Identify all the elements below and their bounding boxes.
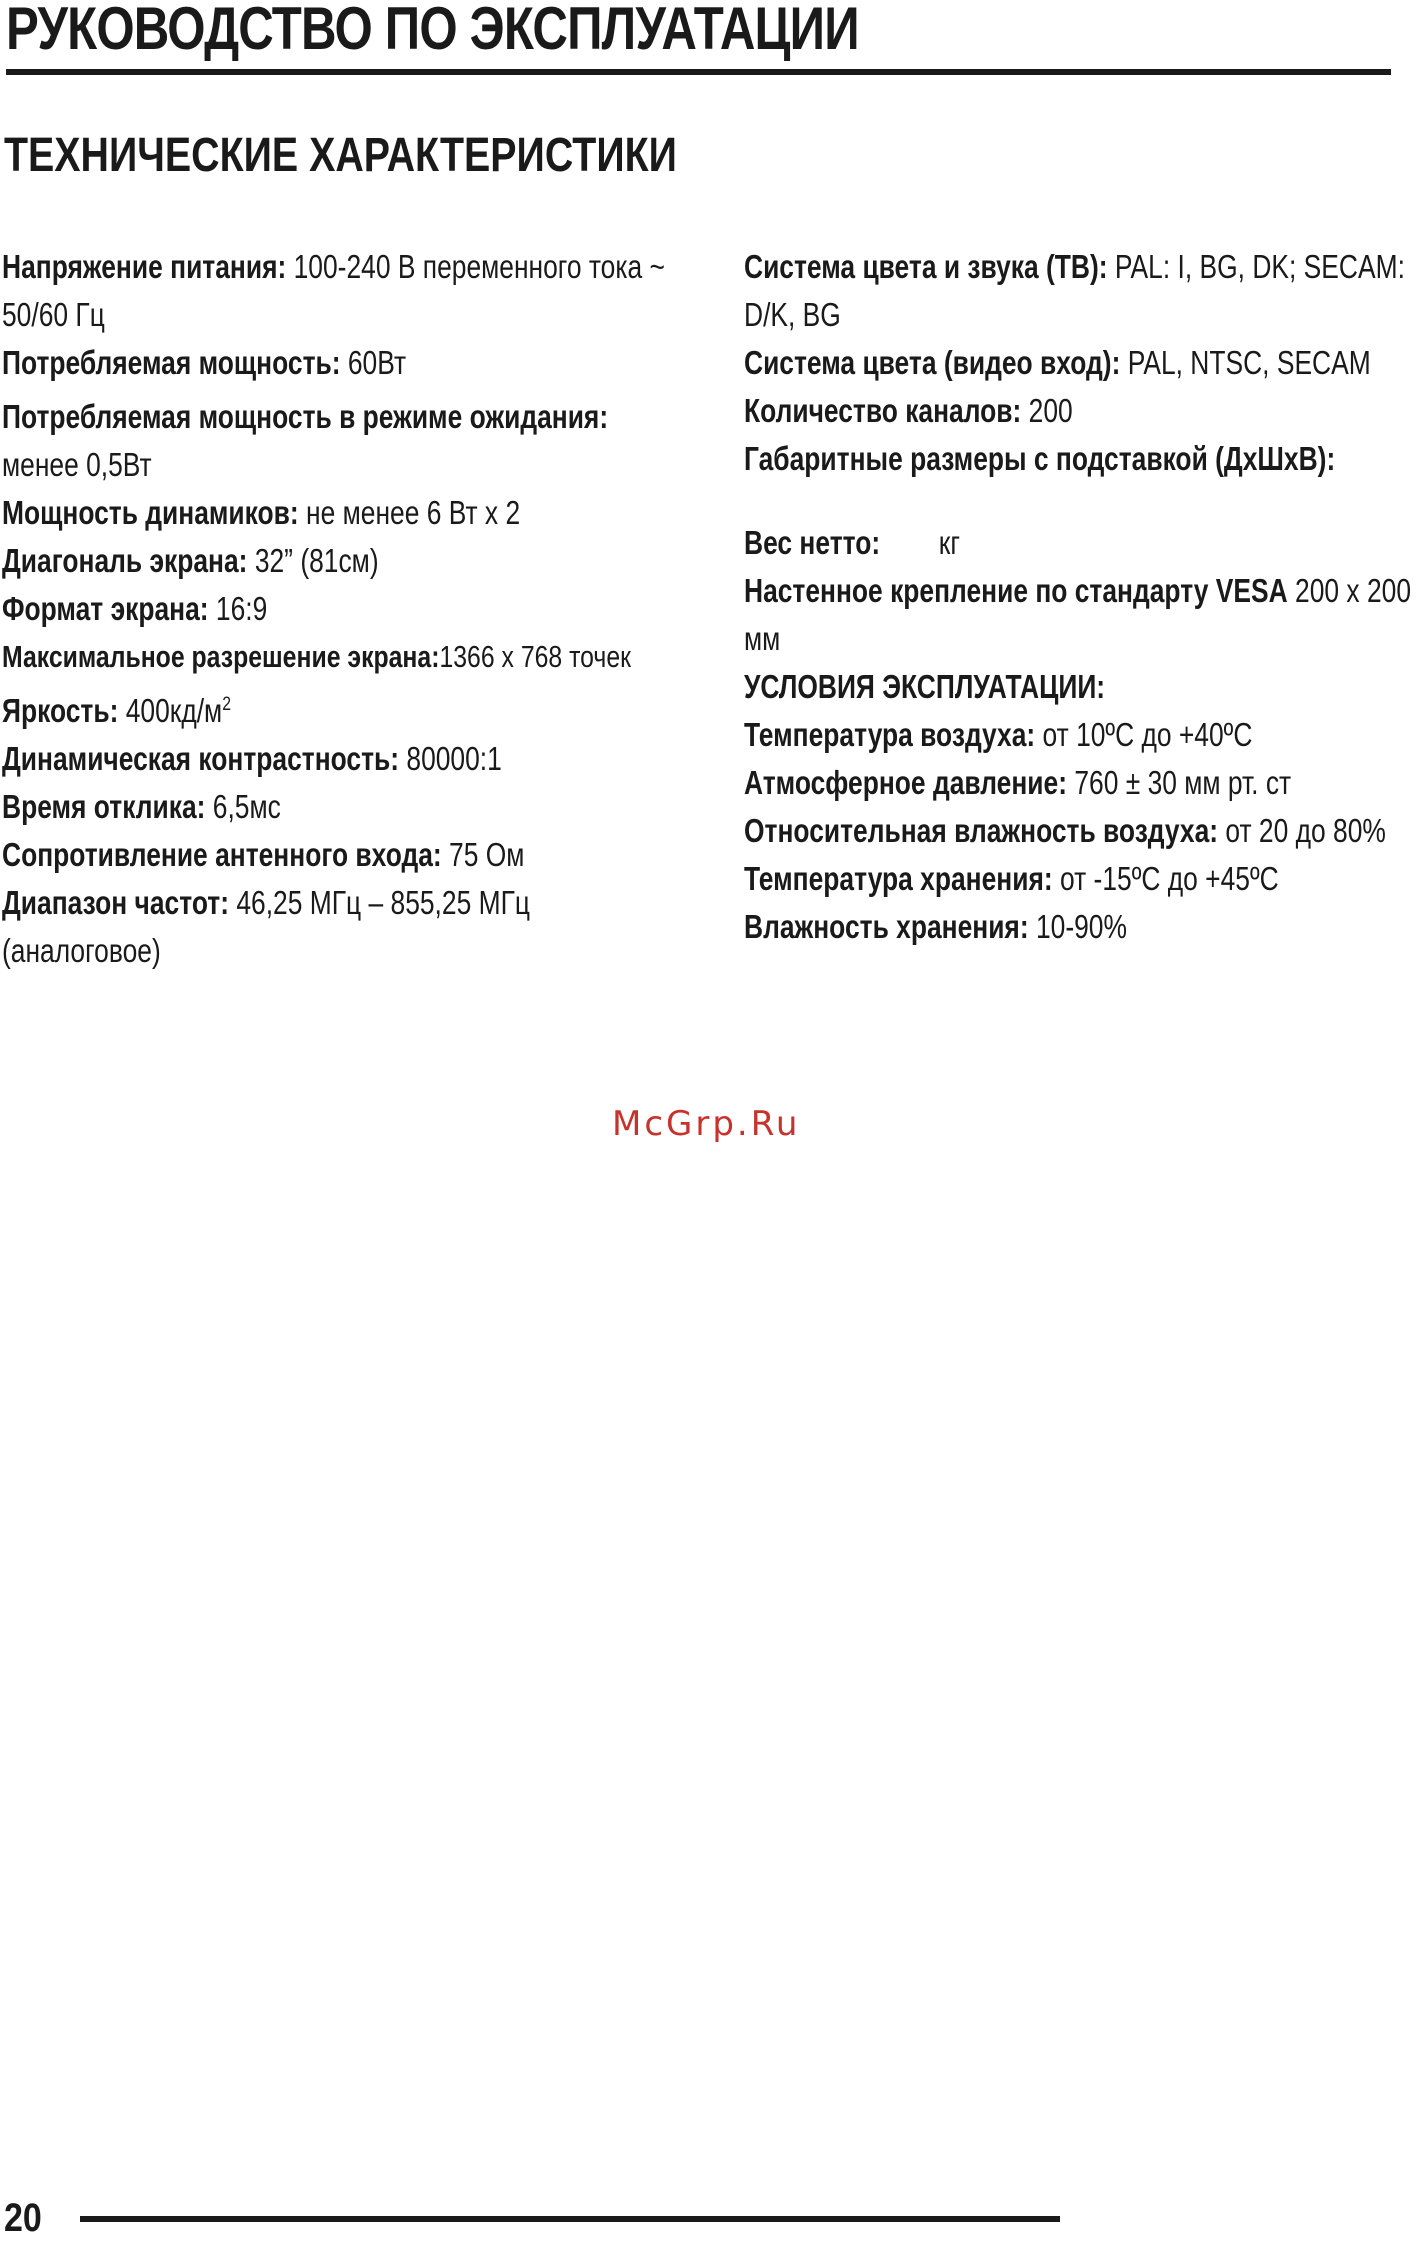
spec-dynamic-contrast: Динамическая контрастность: 80000:1: [2, 740, 502, 777]
footer-divider: [80, 2216, 1060, 2222]
spec-dimensions-with-stand: Габаритные размеры с подставкой (ДхШхВ):: [744, 440, 1336, 477]
spec-channel-count: Количество каналов: 200: [744, 392, 1073, 429]
spec-max-resolution: Максимальное разрешение экрана:1366 х 768 точек: [2, 639, 631, 674]
spec-speaker-power: Мощность динамиков: не менее 6 Вт х 2: [2, 494, 521, 531]
section-title: ТЕХНИЧЕСКИЕ ХАРАКТЕРИСТИКИ: [4, 129, 677, 182]
spec-storage-temperature: Температура хранения: от -15ºС до +45ºС: [744, 860, 1279, 897]
spec-air-temperature: Температура воздуха: от 10ºС до +40ºС: [744, 716, 1253, 753]
spec-frequency-range: Диапазон частот: 46,25 МГц – 855,25 МГц (аналоговое): [2, 884, 530, 969]
spec-relative-humidity: Относительная влажность воздуха: от 20 до 80%: [744, 812, 1386, 849]
spec-atmospheric-pressure: Атмосферное давление: 760 ± 30 мм рт. ст: [744, 764, 1292, 801]
spec-antenna-impedance: Сопротивление антенного входа: 75 Ом: [2, 836, 525, 873]
spec-brightness: Яркость: $400кд/м^2$: [2, 692, 232, 729]
header-divider: [6, 69, 1391, 75]
page-number: 20: [4, 2196, 42, 2240]
page-header-title: РУКОВОДСТВО ПО ЭКСПЛУАТАЦИИ: [6, 0, 859, 62]
spec-screen-diagonal: Диагональ экрана: 32” (81см): [2, 542, 379, 579]
spec-storage-humidity: Влажность хранения: 10-90%: [744, 908, 1127, 945]
spec-response-time: Время отклика: 6,5мс: [2, 788, 281, 825]
spec-color-system-video: Система цвета (видео вход): PAL, NTSC, SECAM: [744, 344, 1371, 381]
spec-operating-conditions-heading: УСЛОВИЯ ЭКСПЛУАТАЦИИ:: [744, 668, 1106, 705]
spec-standby-power: Потребляемая мощность в режиме ожидания: менее 0,5Вт: [2, 398, 609, 483]
spec-power-consumption: Потребляемая мощность: 60Вт: [2, 344, 407, 381]
specs-right-column: [744, 243, 1414, 951]
spec-aspect-ratio: Формат экрана: 16:9: [2, 590, 268, 627]
spec-supply-voltage: Напряжение питания: 100-240 В переменного тока ~ 50/60 Гц: [2, 248, 665, 333]
spec-color-sound-system-tv: Система цвета и звука (ТВ): PAL: I, BG, DK; SECAM: D/K, BG: [744, 248, 1405, 333]
spec-vesa-mount: Настенное крепление по стандарту VESA 200 х 200 мм: [744, 572, 1412, 657]
spec-net-weight: Вес нетто: кг: [744, 524, 960, 561]
watermark-text: McGrp.Ru: [612, 1104, 801, 1144]
specs-left-column: [2, 243, 672, 975]
